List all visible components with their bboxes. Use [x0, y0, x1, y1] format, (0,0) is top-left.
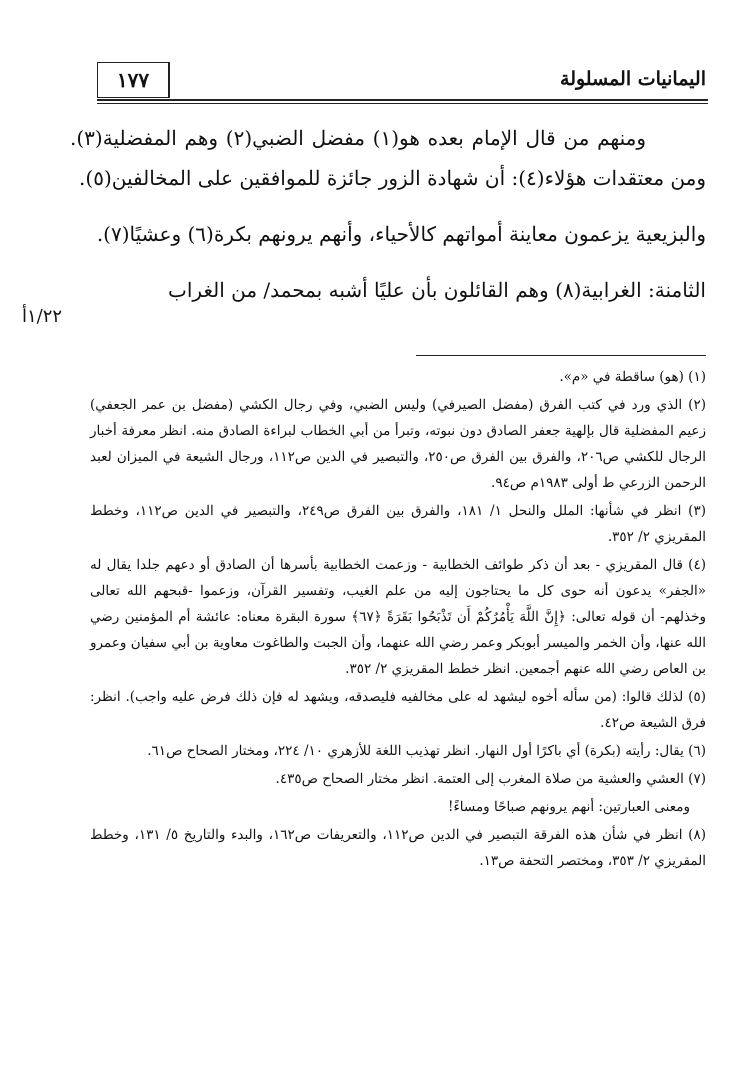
page-number-box — [97, 62, 170, 98]
manuscript-folio-ref: ١/٢٢أ — [22, 306, 63, 327]
page-number: ١٧٧ — [116, 68, 150, 92]
header-rule — [97, 99, 708, 101]
footnote-7-continuation: ومعنى العبارتين: أنهم يرونهم صباحًا ومساءً! — [448, 799, 690, 815]
footnotes — [90, 364, 706, 876]
footnote-4: (٤) قال المقريزي - بعد أن ذكر طوائف الخطابية - وزعمت الخطابية بأسرها أن الصادق أو دعهم جلدا يقال له «الجفر» يدعون أنه حوى كل ما يحتاجون إليه من علم الغيب، وتفسير القرآن، وزعموا -قبحهم الله تعالى وخذلهم- أن قوله تعالى: ﴿إِنَّ اللَّهَ يَأْمُرُكُمْ أَن تَذْبَحُوا بَقَرَةً ﴿٦٧﴾ سورة البقرة معناه: عائشة أم المؤمنين رضي الله عنها، وأن الخمر والميسر أبوبكر وعمر رضي الله عنهما، وأن الجبت والطاغوت معاوية بن أبي سفيان وعمرو بن العاص رضي الله عنهم أجمعين. انظر خطط المقريزي ٢/ ٣٥٢. — [90, 557, 706, 677]
main-text — [70, 118, 706, 326]
footnote-8: (٨) انظر في شأن هذه الفرقة التبصير في الدين ص١١٢، والتعريفات ص١٦٢، والبدء والتاريخ ٥/ ١٣١، وخطط المقريزي ٢/ ٣٥٣، ومختصر التحفة ص١٣. — [90, 827, 707, 869]
footnote-2: (٢) الذي ورد في كتب الفرق (مفضل الصيرفي) وليس الضبي، وفي رجال الكشي (مفضل بن عمر الجعفي) زعيم المفضلية قال بإلهية جعفر الصادق دون نبوته، وتبرأ من أبي الخطاب لبراءة الصادق منه. انظر معرفة أخبار الرجال للكشي ص٢٠٦، والفرق بين الفرق ص٢٥٠، والتبصير في الدين ص١١٢، ورجال الشيعة في الميزان لعبد الرحمن الزرعي ط أولى ١٩٨٣م ص٩٤. — [90, 397, 706, 491]
footnote-1: (١) (هو) ساقطة في «م». — [559, 369, 706, 385]
footnote-7: (٧) العشي والعشية من صلاة المغرب إلى العتمة. انظر مختار الصحاح ص٤٣٥. — [275, 771, 706, 787]
header-rule-thin — [97, 103, 708, 104]
paragraph: ومنهم من قال الإمام بعده هو(١) مفضل الضبي(٢) وهم المفضلية(٣). ومن معتقدات هؤلاء(٤): أن شهادة الزور جائزة للموافقين على المخالفين(٥). — [70, 126, 706, 190]
footnote-rule — [416, 355, 706, 356]
footnote-3: (٣) انظر في شأنها: الملل والنحل ١/ ١٨١، والفرق بين الفرق ص٢٤٩، والتبصير في الدين ص١١٢، وخطط المقريزي ٢/ ٣٥٢. — [90, 503, 706, 545]
paragraph: الثامنة: الغرابية(٨) وهم القائلون بأن عليًا أشبه بمحمد/ من الغراب — [168, 278, 706, 302]
paragraph: والبزيعية يزعمون معاينة أمواتهم كالأحياء، وأنهم يرونهم بكرة(٦) وعشيًا(٧). — [96, 222, 706, 246]
running-title: اليمانيات المسلولة — [560, 68, 706, 90]
footnote-6: (٦) يقال: رأيته (بكرة) أي باكرًا أول النهار. انظر تهذيب اللغة للأزهري ١٠/ ٢٢٤، ومختار الصحاح ص٦١. — [147, 743, 706, 759]
footnote-5: (٥) لذلك قالوا: (من سأله أخوه ليشهد له على مخالفيه فليصدقه، ويشهد له فإن ذلك فرض عليه واجب). انظر: فرق الشيعة ص٤٢. — [90, 689, 706, 731]
